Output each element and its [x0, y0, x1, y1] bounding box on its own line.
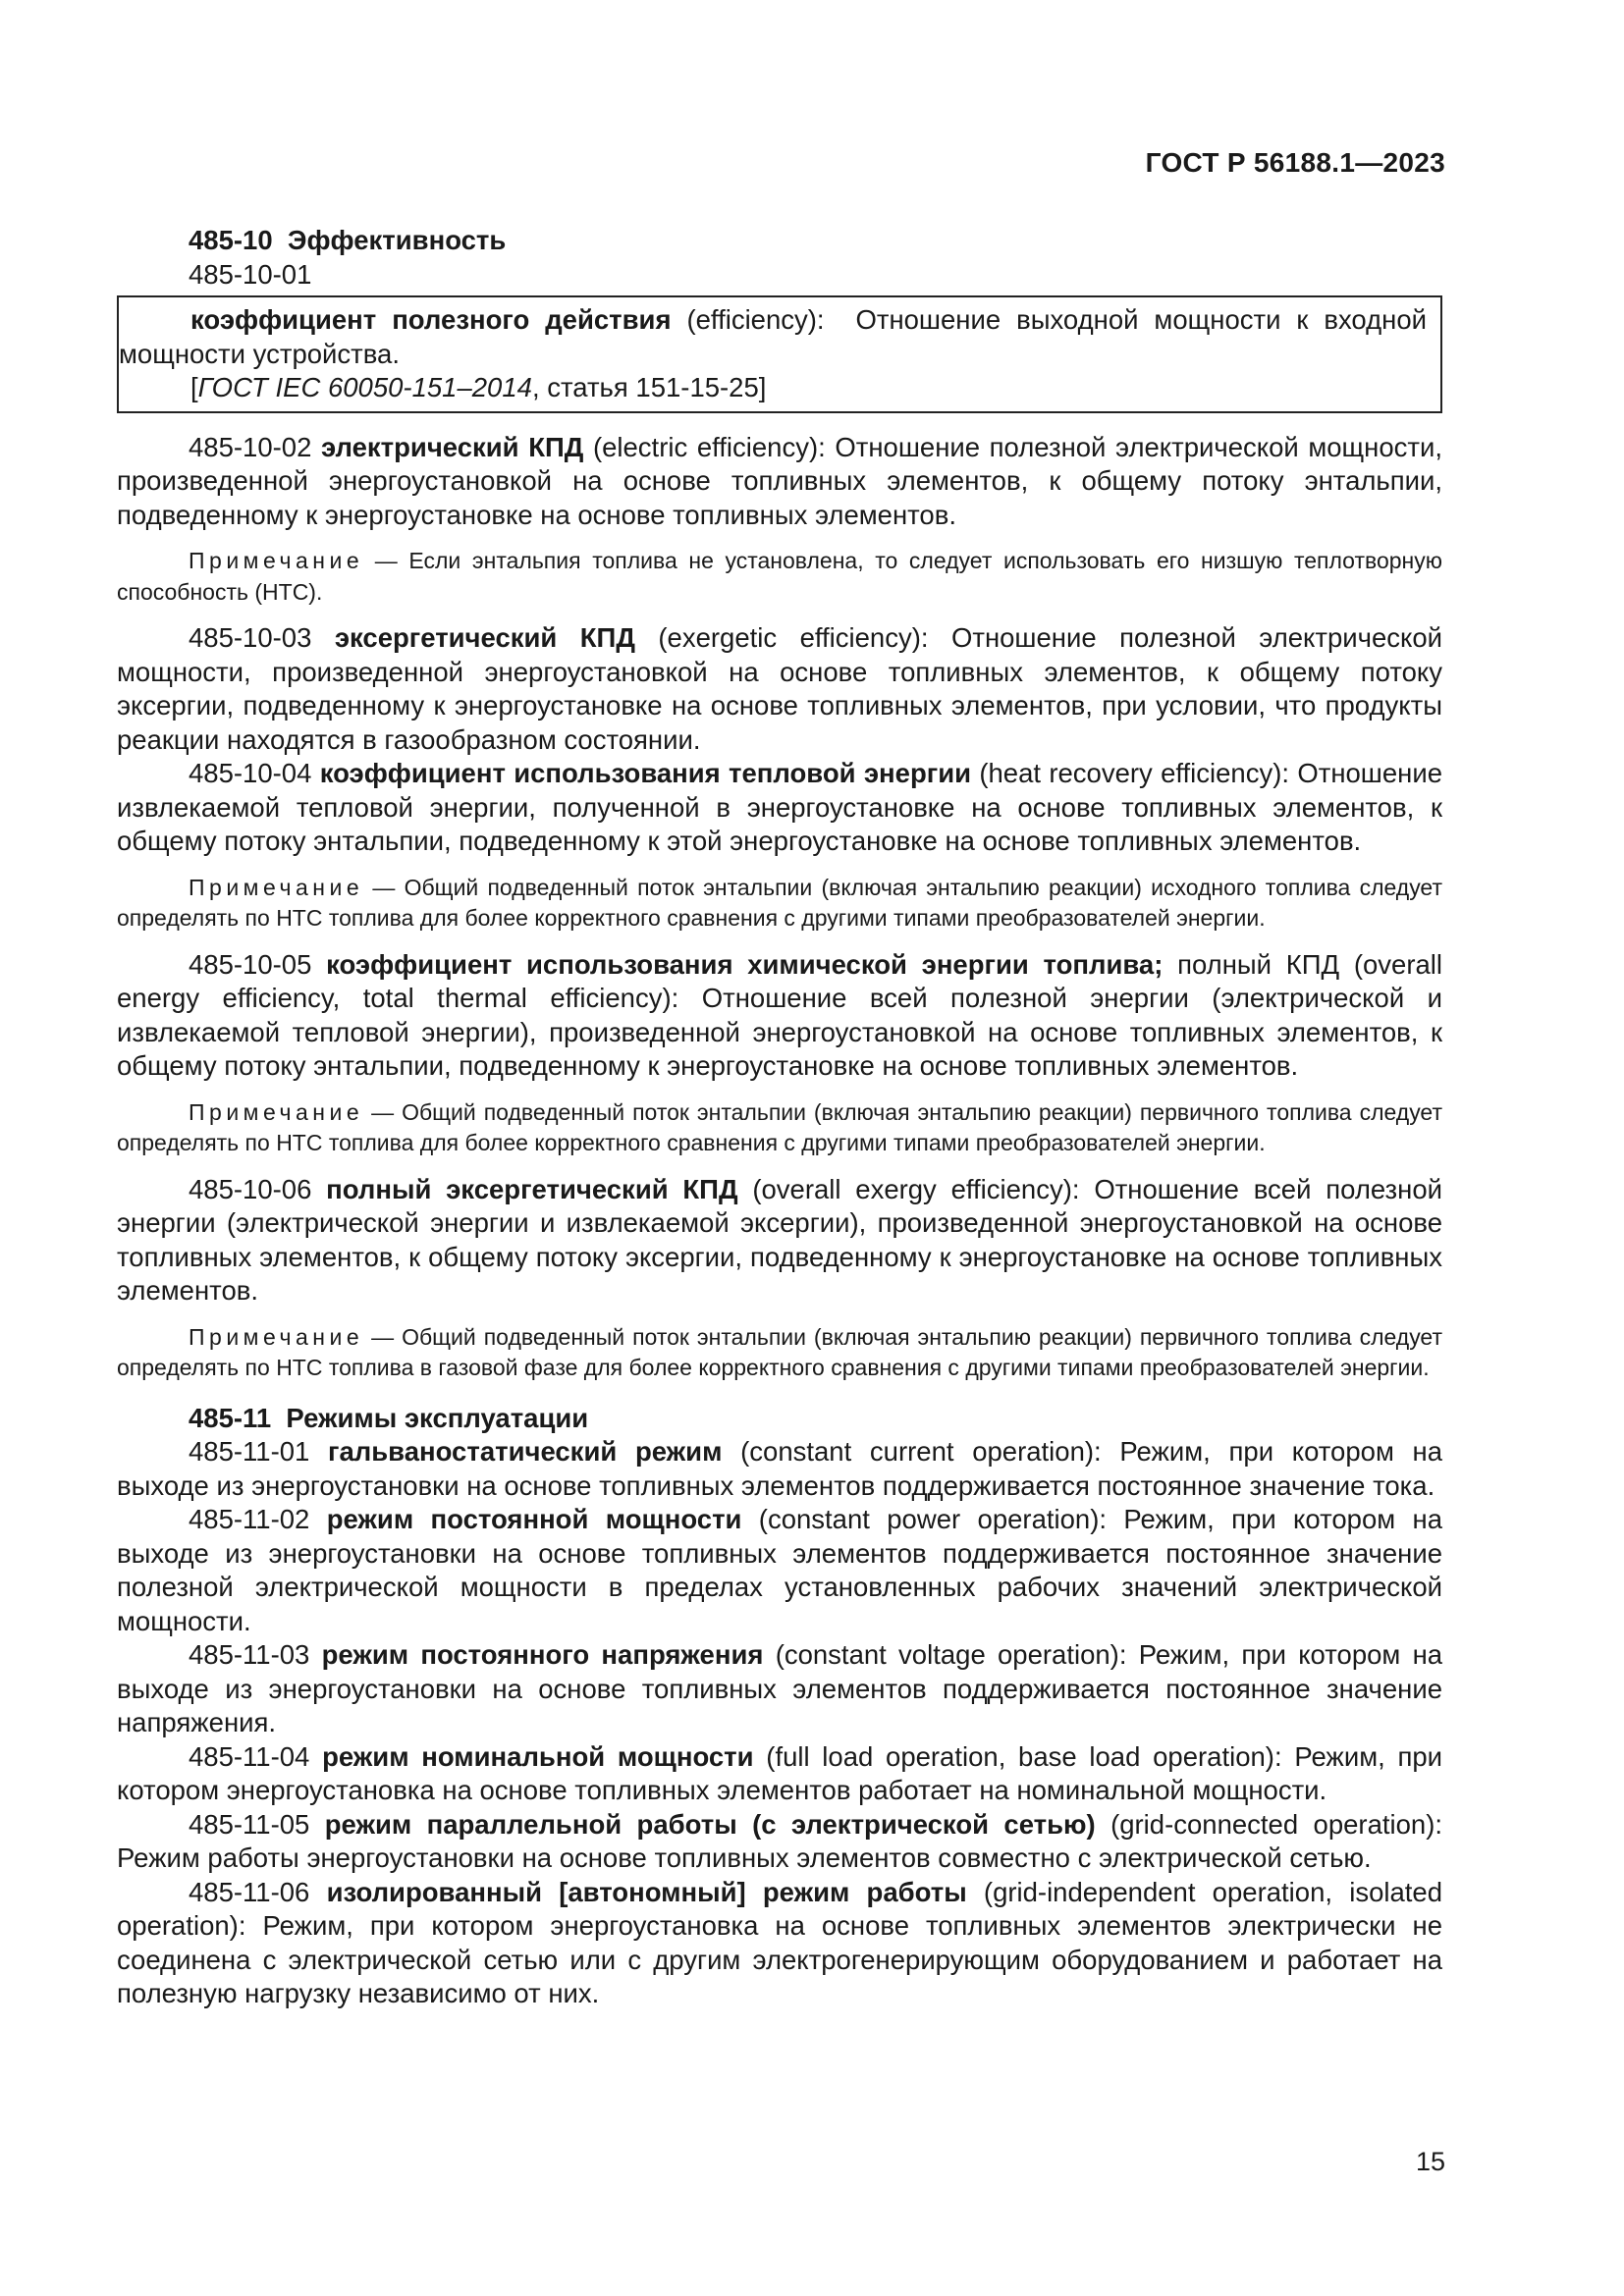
term-text: Отношение извлекаемой тепловой энергии, полученной в энергоустановке на основе топливных элементов, к общему потоку энтальпии, подведенному к этой энергоустановке на основе топливных элементов.	[117, 758, 1442, 856]
term-number: 485-11-06	[189, 1876, 310, 1907]
term-name: полный эксергетический КПД	[326, 1173, 738, 1204]
term-485-11-02	[117, 1503, 1442, 1638]
citation	[119, 371, 1427, 405]
term-name: коэффициент использования химической энергии топлива;	[326, 948, 1164, 980]
term-name: коэффициент полезного действия	[190, 304, 672, 335]
note-485-10-05	[117, 1097, 1442, 1159]
term-name: изолированный [автономный] режим работы	[326, 1876, 967, 1907]
standard-code: ГОСТ Р 56188.1—2023	[1145, 147, 1445, 178]
note-text: — Общий подведенный поток энтальпии (включая энтальпию реакции) первичного топлива следует определять по НТС топлива для более корректного сравнения с другими типами преобразователей энергии.	[117, 1098, 1442, 1155]
term-name: гальваностатический режим	[328, 1436, 723, 1467]
term-en: (grid-independent operation, isolated operation):	[117, 1876, 1442, 1941]
term-text: Режим, при котором на выходе из энергоустановки на основе топливных элементов поддерживается постоянное значение тока.	[117, 1436, 1443, 1501]
term-text: Отношение полезной электрической мощности, произведенной энергоустановкой на основе топливных элементов, к общему потоку эксергии, подведенному к энергоустановке на основе топливных элементов, при условии, что продукты реакции находятся в газообразном состоянии.	[117, 622, 1443, 755]
term-number: 485-10-05	[189, 948, 312, 980]
term-number: 485-10-06	[189, 1173, 312, 1204]
note-485-10-02	[117, 546, 1442, 608]
note-label: Примечание	[189, 548, 364, 573]
term-en: (constant power operation):	[758, 1504, 1107, 1534]
section-heading-485-10	[117, 224, 1442, 258]
term-en: (full load operation, base load operation):	[766, 1740, 1282, 1772]
term-name: коэффициент использования тепловой энергии	[319, 758, 972, 788]
section-title: Эффективность	[287, 225, 507, 255]
term-number-485-10-01: 485-10-01	[189, 258, 312, 290]
term-name: эксергетический КПД	[334, 622, 635, 653]
term-number: 485-11-05	[189, 1808, 310, 1840]
term-485-10-05	[117, 948, 1442, 1084]
citation-rest: , статья 151-15-25]	[531, 372, 767, 402]
term-en: (grid-connected operation):	[1110, 1808, 1442, 1840]
note-text: — Если энтальпия топлива не установлена, то следует использовать его низшую теплотворную способность (НТС).	[117, 548, 1443, 605]
section-heading-485-11	[117, 1402, 1442, 1436]
term-485-11-06	[117, 1876, 1442, 2011]
term-text: Режим работы энергоустановки на основе топливных элементов совместно с электрической сетью.	[117, 1842, 1372, 1873]
term-485-10-03	[117, 621, 1442, 757]
section-number: 485-11	[189, 1402, 272, 1433]
term-en: (exergetic efficiency):	[658, 622, 929, 653]
citation-source: ГОСТ IEC 60050-151–2014	[197, 372, 532, 402]
note-label: Примечание	[189, 1323, 364, 1350]
term-text: Отношение всей полезной энергии (электрической энергии и извлекаемой эксергии), произведенной энергоустановкой на основе топливных элементов, к общему потоку эксергии, подведенному к энергоустановке на основе топливных элементов.	[117, 1173, 1443, 1306]
term-text: Отношение всей полезной энергии (электрической и извлекаемой тепловой энергии), произведенной энергоустановкой на основе топливных элементов, к общему потоку энтальпии, подведенному к энергоустановке на основе топливных элементов.	[117, 983, 1442, 1081]
note-label: Примечание	[189, 874, 364, 900]
term-text: Режим, при котором энергоустановка на основе топливных элементов работает на номинальной мощности.	[117, 1740, 1442, 1805]
term-name: режим постоянной мощности	[326, 1504, 742, 1534]
term-485-11-04	[117, 1740, 1442, 1808]
note-485-10-06	[117, 1322, 1442, 1384]
section-title: Режимы эксплуатации	[286, 1402, 589, 1433]
note-485-10-04	[117, 873, 1442, 934]
term-number: 485-10-02	[189, 431, 312, 462]
term-en: (efficiency):	[686, 304, 825, 335]
term-en: (overall exergy efficiency):	[752, 1173, 1080, 1204]
term-number: 485-10-04	[189, 758, 312, 788]
term-number: 485-11-01	[189, 1436, 310, 1467]
term-text: Режим, при котором энергоустановка на основе топливных элементов электрически не соединена с электрической сетью или с другим электрогенерирующим оборудованием и работает на полезную нагрузку независимо от них.	[117, 1910, 1442, 2008]
term-en: полный КПД (overall energy efficiency, total thermal efficiency):	[117, 948, 1442, 1013]
citation-open: [	[190, 372, 198, 402]
term-en: (constant voltage operation):	[775, 1639, 1127, 1670]
term-485-11-01	[117, 1435, 1442, 1503]
term-text: Режим, при котором на выходе из энергоустановки на основе топливных элементов поддерживается постоянное значение напряжения.	[117, 1639, 1443, 1737]
note-label: Примечание	[189, 1098, 364, 1125]
term-en: (heat recovery efficiency):	[979, 758, 1290, 788]
term-485-11-03	[117, 1638, 1442, 1740]
term-number: 485-10-03	[189, 622, 312, 653]
term-number: 485-11-02	[189, 1504, 310, 1534]
term-definition	[119, 303, 1427, 371]
section-number: 485-10	[189, 225, 273, 255]
term-485-10-02	[117, 431, 1442, 533]
note-text: — Общий подведенный поток энтальпии (включая энтальпию реакции) первичного топлива следует определять по НТС топлива в газовой фазе для более корректного сравнения с другими типами преобразователей энергии.	[117, 1323, 1442, 1380]
term-text: Режим, при котором на выходе из энергоустановки на основе топливных элементов поддерживается постоянное значение полезной электрической мощности в пределах установленных рабочих значений электрической мощности.	[117, 1504, 1442, 1636]
term-485-10-04	[117, 757, 1442, 859]
note-text: — Общий подведенный поток энтальпии (включая энтальпию реакции) исходного топлива следует определять по НТС топлива для более корректного сравнения с другими типами преобразователей энергии.	[117, 874, 1442, 931]
boxed-term-485-10-01	[117, 295, 1442, 413]
term-name: режим постоянного напряжения	[321, 1639, 764, 1670]
term-name: электрический КПД	[320, 431, 584, 462]
term-name: режим параллельной работы (с электрической сетью)	[324, 1808, 1096, 1840]
page-number: 15	[1415, 2147, 1445, 2176]
term-en: (electric efficiency):	[592, 431, 826, 462]
term-number: 485-11-04	[189, 1740, 310, 1772]
term-485-11-05	[117, 1808, 1442, 1876]
term-en: (constant current operation):	[740, 1436, 1102, 1467]
term-485-10-06	[117, 1173, 1442, 1308]
page-content	[117, 224, 1442, 2011]
term-text: Отношение полезной электрической мощности, произведенной энергоустановкой на основе топливных элементов, к общему потоку энтальпии, подведенному к энергоустановке на основе топливных элементов.	[117, 431, 1443, 530]
term-text: Отношение выходной мощности к входной мощности устройства.	[119, 304, 1428, 369]
term-number: 485-11-03	[189, 1639, 310, 1670]
term-name: режим номинальной мощности	[322, 1740, 754, 1772]
